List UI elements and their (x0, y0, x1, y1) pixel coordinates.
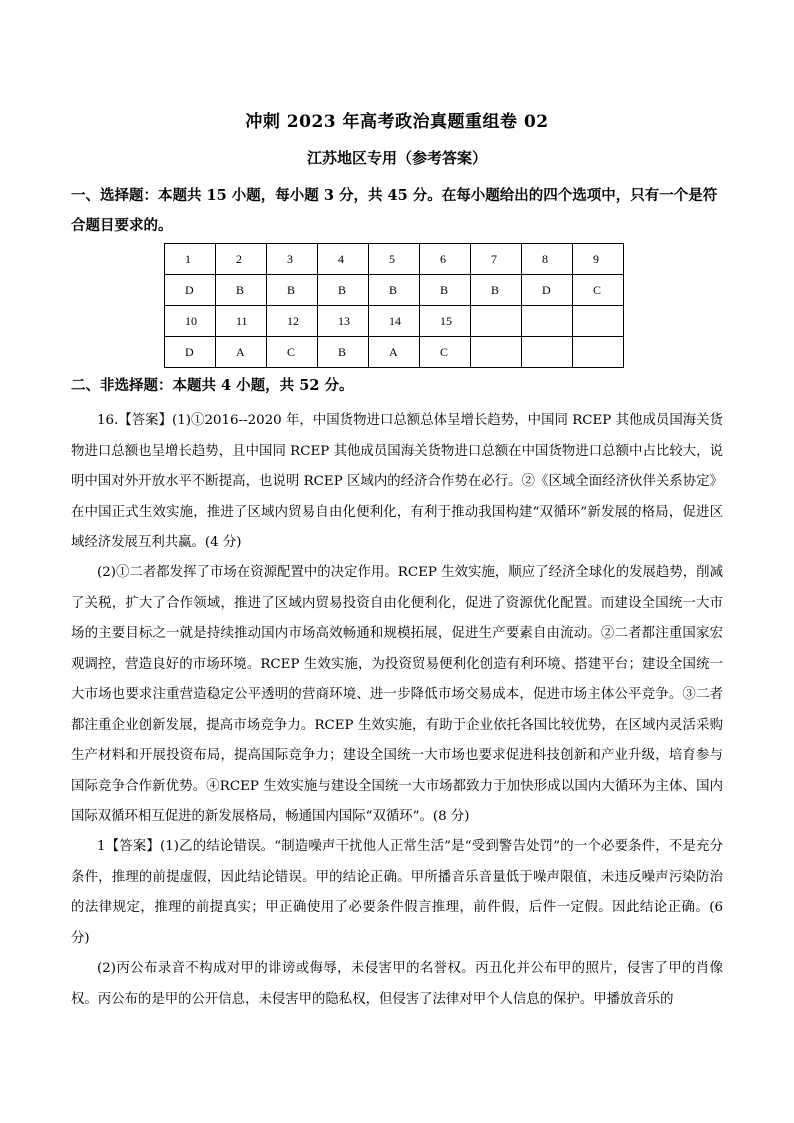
answer-paragraph (71, 954, 723, 1015)
table-cell: 14 (369, 306, 420, 337)
page-subtitle: 江苏地区专用（参考答案） (306, 149, 487, 167)
table-cell: 4 (318, 244, 369, 275)
table-cell: 2 (216, 244, 267, 275)
table-cell: B (318, 275, 369, 306)
table-cell: 15 (420, 306, 471, 337)
table-cell (522, 337, 573, 368)
table-cell: 1 (165, 244, 216, 275)
table-cell: A (369, 337, 420, 368)
table-cell: D (522, 275, 573, 306)
table-row (165, 306, 624, 337)
table-cell: B (420, 275, 471, 306)
page-title: 冲刺 2023 年高考政治真题重组卷 02 (245, 112, 549, 132)
table-cell (522, 306, 573, 337)
table-cell: B (216, 275, 267, 306)
table-cell (573, 337, 624, 368)
table-cell (471, 337, 522, 368)
table-cell: 3 (267, 244, 318, 275)
answer-text: 16.【答案】(1)①2016--2020 年，中国货物进口总额总体呈增长趋势，中国同 RCEP 其他成员国海关货物进口总额也呈增长趋势，且中国同 RCEP 其他成员国海关货物进口总额在中国货物进口总额中占比较大，说明中国对外开放水平不断提高，也说明 RCEP 区域内的经济合作势在必行。②《区域全面经济伙伴关系协定》在中国正式生效实施，推进了区域内贸易自由化便利化，有利于推动我国构建“双循环”新发展的格局，促进区域经济发展互利共赢。(4 分) (71, 413, 723, 550)
table-cell: B (267, 275, 318, 306)
table-cell: 6 (420, 244, 471, 275)
table-cell: B (471, 275, 522, 306)
table-cell: D (165, 337, 216, 368)
table-cell: 11 (216, 306, 267, 337)
answer-paragraph (71, 406, 723, 559)
answer-text: 1【答案】(1)乙的结论错误。“制造噪声干扰他人正常生活”是“受到警告处罚”的一个必要条件，不是充分条件，推理的前提虚假，因此结论错误。甲的结论正确。甲所播音乐音量低于噪声限值，未违反噪声污染防治的法律规定，推理的前提真实；甲正确使用了必要条件假言推理，前件假，后件一定假。因此结论正确。(6 分) (71, 839, 723, 946)
table-cell: A (216, 337, 267, 368)
answer-text: (2)①二者都发挥了市场在资源配置中的决定作用。RCEP 生效实施，顺应了经济全球化的发展趋势，削减了关税，扩大了合作领域，推进了区域内贸易投资自由化便利化，促进了资源优化配置。而建设全国统一大市场的主要目标之一就是持续推动国内市场高效畅通和规模拓展，促进生产要素自由流动。②二者都注重国家宏观调控，营造良好的市场环境。RCEP 生效实施，为投资贸易便利化创造有利环境、搭建平台；建设全国统一大市场也要求注重营造稳定公平透明的营商环境、进一步降低市场交易成本，促进市场主体公平竞争。③二者都注重企业创新发展，提高市场竞争力。RCEP 生效实施，有助于企业依托各国比较优势，在区域内灵活采购生产材料和开展投资布局，提高国际竞争力；建设全国统一大市场也要求促进科技创新和产业升级，培育参与国际竞争合作新优势。④RCEP 生效实施与建设全国统一大市场都致力于加快形成以国内大循环为主体、国内国际双循环相互促进的新发展格局，畅通国内国际“双循环”。(8 分) (71, 565, 723, 824)
table-cell (471, 306, 522, 337)
answer-text: (2)丙公布录音不构成对甲的诽谤或侮辱，未侵害甲的名誉权。丙丑化并公布甲的照片，侵害了甲的肖像权。丙公布的是甲的公开信息，未侵害甲的隐私权，但侵害了法律对甲个人信息的保护。甲播放音乐的 (71, 961, 723, 1007)
table-cell: C (420, 337, 471, 368)
table-cell: 10 (165, 306, 216, 337)
answer-paragraph (71, 558, 723, 833)
table-row (165, 337, 624, 368)
table-cell: 12 (267, 306, 318, 337)
table-cell: D (165, 275, 216, 306)
answer-paragraph (71, 832, 723, 954)
table-row (165, 275, 624, 306)
section-choice-heading: 一、选择题：本题共 15 小题，每小题 3 分，共 45 分。在每小题给出的四个选项中，只有一个是符合题目要求的。 (71, 187, 718, 234)
table-cell: B (318, 337, 369, 368)
answer-table (164, 243, 624, 368)
table-cell: C (573, 275, 624, 306)
section-open-heading: 二、非选择题：本题共 4 小题，共 52 分。 (71, 377, 354, 394)
table-cell: 9 (573, 244, 624, 275)
table-cell: 13 (318, 306, 369, 337)
table-cell: 5 (369, 244, 420, 275)
table-cell (573, 306, 624, 337)
table-cell: 8 (522, 244, 573, 275)
table-row (165, 244, 624, 275)
table-cell: B (369, 275, 420, 306)
table-cell: C (267, 337, 318, 368)
table-cell: 7 (471, 244, 522, 275)
